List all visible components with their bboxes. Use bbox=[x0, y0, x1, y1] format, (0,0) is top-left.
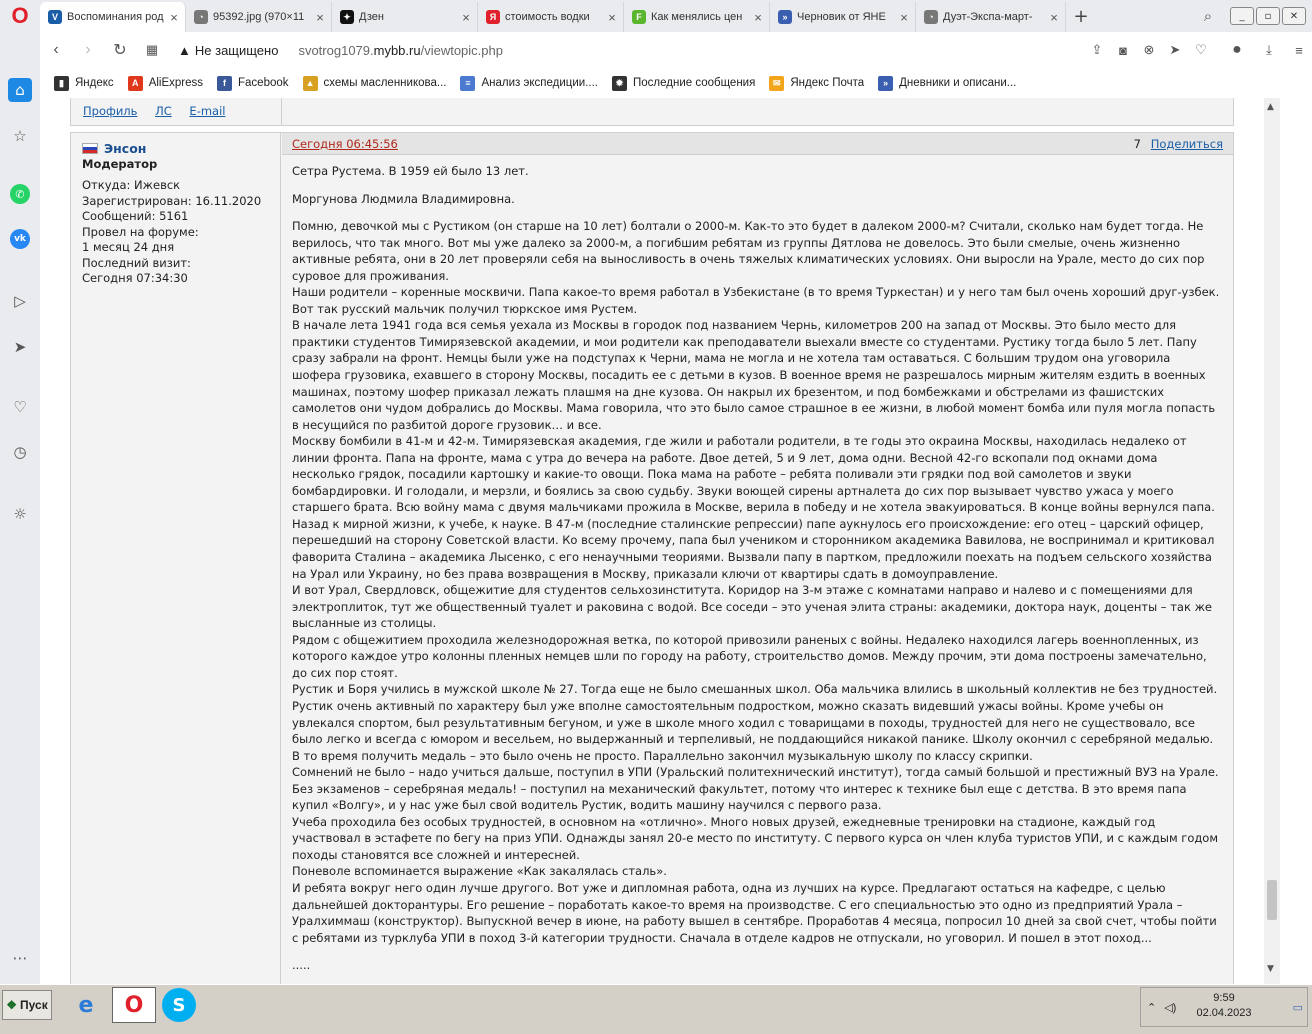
ie-icon[interactable]: e bbox=[78, 992, 94, 1018]
clock[interactable] bbox=[1189, 991, 1259, 1021]
close-tab-icon[interactable]: × bbox=[608, 9, 616, 25]
tab-favicon-icon: F bbox=[632, 10, 646, 24]
bookmark-item[interactable] bbox=[54, 76, 114, 91]
tray-expand-icon[interactable]: ⌃ bbox=[1147, 1001, 1157, 1014]
post-date-link[interactable]: Сегодня 06:45:56 bbox=[292, 137, 398, 151]
clock-time: 9:59 bbox=[1213, 992, 1235, 1004]
start-button[interactable] bbox=[2, 990, 52, 1020]
bookmark-item[interactable] bbox=[769, 76, 864, 91]
close-tab-icon[interactable]: × bbox=[900, 9, 908, 25]
tab-title: стоимость водки bbox=[505, 11, 590, 23]
bookmark-icon: f bbox=[217, 76, 232, 91]
author-info-line: Откуда: Ижевск bbox=[82, 178, 181, 192]
tab[interactable] bbox=[332, 2, 478, 32]
opera-logo-icon[interactable]: O bbox=[11, 3, 29, 28]
show-desktop-icon[interactable]: ▭ bbox=[1292, 1001, 1303, 1014]
bookmark-label: AliExpress bbox=[148, 77, 204, 89]
author-panel bbox=[71, 133, 281, 993]
post-paragraph: Поневоле вспоминается выражение «Как закалялась сталь». bbox=[292, 864, 667, 879]
page-content bbox=[40, 98, 1264, 984]
scroll-up-icon[interactable]: ▲ bbox=[1267, 102, 1274, 112]
author-info-line: 1 месяц 24 дня bbox=[82, 240, 175, 254]
tab[interactable] bbox=[624, 2, 770, 32]
new-tab-button[interactable]: + bbox=[1073, 5, 1089, 27]
url-domain: mybb.ru bbox=[373, 42, 421, 58]
bookmark-label: Яндекс bbox=[75, 77, 114, 89]
tabs-grid-icon[interactable]: ▦ bbox=[145, 42, 159, 57]
post-paragraph: Сомнений не было – надо учиться дальше, поступил в УПИ (Уральский политехнический институт), тогда самый большой и престижный ВУЗ на Урале. Без экзаменов – серебряная медаль! – поступил на механический факультет, потому что интерес к технике был еще с детства. В это время папа купил «Волгу», и у нас уже был свой водитель Рустик, водить машину научился с первого раза. bbox=[292, 765, 1219, 813]
bookmark-icon: ≡ bbox=[460, 76, 475, 91]
bookmark-item[interactable] bbox=[878, 76, 1016, 91]
tab[interactable] bbox=[186, 2, 332, 32]
volume-icon[interactable]: ◁) bbox=[1164, 1001, 1177, 1014]
sidebar bbox=[0, 32, 40, 984]
bookmark-icon: ▮ bbox=[54, 76, 69, 91]
scroll-down-icon[interactable]: ▼ bbox=[1267, 964, 1274, 974]
send-sidebar-icon[interactable]: ➤ bbox=[13, 338, 27, 356]
tab[interactable] bbox=[478, 2, 624, 32]
heart-icon[interactable]: ♡ bbox=[1195, 42, 1207, 57]
address-bar bbox=[40, 32, 1312, 68]
bookmark-icon: ✉ bbox=[769, 76, 784, 91]
home-icon[interactable]: ⌂ bbox=[8, 78, 32, 102]
post-body bbox=[292, 163, 1222, 1001]
forum-post bbox=[70, 132, 1234, 992]
speed-dial-icon[interactable]: ☆ bbox=[13, 127, 27, 145]
tab-title: 95392.jpg (970×11 bbox=[213, 11, 305, 23]
tab-favicon-icon: » bbox=[778, 10, 792, 24]
tab[interactable] bbox=[40, 2, 186, 32]
tab-title: Черновик от ЯНЕ bbox=[797, 11, 886, 23]
tab[interactable] bbox=[770, 2, 916, 32]
menu-icon[interactable]: ≡ bbox=[1295, 42, 1303, 58]
post-paragraph: Наши родители – коренные москвичи. Папа какое-то время работал в Узбекистане (в то время Туркестан) и у него там был очень хороший друг-узбек. Вот так русский мальчик получил тюркское имя Рустем. bbox=[292, 285, 1220, 316]
author-role: Модератор bbox=[82, 156, 158, 171]
author-info-line: Провел на форуме: bbox=[82, 224, 199, 239]
bookmark-label: Дневники и описани... bbox=[899, 77, 1017, 89]
email-link[interactable]: E-mail bbox=[189, 104, 226, 118]
post-paragraph: Сетра Рустема. В 1959 ей было 13 лет. bbox=[292, 164, 529, 178]
system-tray bbox=[1140, 987, 1308, 1027]
tab-title: Дуэт-Экспа-март- bbox=[943, 11, 1033, 23]
bookmark-item[interactable] bbox=[128, 76, 203, 91]
profile-link[interactable]: Профиль bbox=[83, 104, 138, 118]
url-field[interactable] bbox=[298, 43, 503, 58]
url-path: /viewtopic.php bbox=[420, 42, 503, 58]
tab-title: Как менялись цен bbox=[651, 11, 743, 23]
post-paragraph: Помню, девочкой мы с Рустиком (он старше на 10 лет) болтали о 2000-м. Как-то это будет в далеком 2000-м? Считали, сколько нам будет тогда. Не верилось, что так много. Вот мы уже далеко за 2000-м, а погибшим ребятам из группы Дятлова не довелось. Это были смелые, очень жизненно активные ребята, они в 20 лет проверяли себя на выносливость в очень тяжелых климатических условиях. Они выросли на Урале, место до сих пор суровое для проживания. bbox=[292, 219, 1205, 283]
warning-icon: ▲ bbox=[178, 42, 191, 58]
post-paragraph: ..... bbox=[292, 958, 311, 973]
minimize-button[interactable]: _ bbox=[1230, 7, 1254, 25]
opera-taskbar-icon[interactable]: O bbox=[112, 987, 156, 1023]
author-info-line: Сегодня 07:34:30 bbox=[82, 271, 188, 285]
camera-icon[interactable]: ◙ bbox=[1119, 42, 1127, 58]
bookmark-item[interactable] bbox=[612, 76, 755, 91]
tab-favicon-icon: V bbox=[48, 10, 62, 24]
bookmark-label: Facebook bbox=[238, 77, 289, 89]
history-icon[interactable]: ◷ bbox=[13, 443, 27, 461]
windows-icon: ❖ bbox=[6, 998, 18, 1012]
bookmark-item[interactable] bbox=[460, 76, 598, 91]
tips-icon[interactable]: ☼ bbox=[13, 505, 27, 523]
share-icon[interactable]: ⇪ bbox=[1091, 42, 1103, 57]
whatsapp-icon[interactable]: ✆ bbox=[10, 184, 30, 204]
post-paragraph: Рустик очень активный по характеру был уже вполне самостоятельным подростком, можно сказать видевший ужасы войны. Кроме учебы он увлекался спортом, был результативным бегуном, и уже в школе много ходил с товарищами в походы, трудностей для него не существовало, все было легко и всегда с юмором и весельем, но выдержанный и терпеливый, не поддающийся никакой панике. Школу окончил с серебряной медалью. В то время получить медаль – это было очень не просто. Параллельно закончил музыкальную школу по классу скрипки. bbox=[292, 698, 1214, 763]
tab-favicon-icon: ◔ bbox=[924, 10, 938, 24]
bookmarks-bar bbox=[40, 68, 1312, 98]
bookmark-label: Последние сообщения bbox=[633, 77, 756, 89]
maximize-button[interactable]: ▫ bbox=[1256, 7, 1280, 25]
post-paragraph: В начале лета 1941 года вся семья уехала из Москвы в городок под названием Чернь, километров 200 на запад от Москвы. Это было место для практики студентов Тимирязевской академии, и мои родители как преподаватели выехали вместе со студентами. Рустику тогда было 5 лет. Папу сразу забрали на фронт. Немцы были уже на подступах к Черни, мама не могла и не хотела там оставаться. С большим трудом она уговорила шофера грузовика, ехавшего в сторону Москвы, посадить ее с детьми в кузов. В военное время не разрешалось мирным жителям ездить в военных машинах, поэтому шофер приказал лежать плашмя на дне кузова. Он накрыл их брезентом, и под бомбежками и обстрелами из фашистских самолетов они чудом добрались до Москвы. Мама говорила, что это было самое страшное в ее жизни, в любой момент бомба или пуля могла попасть в несущийся по разбитой дороге грузовик… и все. bbox=[292, 318, 1216, 432]
tab-title: Дзен bbox=[359, 11, 384, 23]
vertical-scrollbar[interactable] bbox=[1264, 98, 1280, 984]
tab-favicon-icon: ✦ bbox=[340, 10, 354, 24]
author-info-line: Сообщений: 5161 bbox=[82, 209, 189, 223]
profile-links bbox=[83, 104, 239, 118]
author-info-line: Последний визит: bbox=[82, 255, 191, 270]
post-paragraph: И вот Урал, Свердловск, общежитие для студентов сельхозинститута. Коридор на 3-м этаже с комнатами направо и налево и с помещениями для электроплиток, тут же общественный туалет и раковина с водой. Все соседи – это ученая элита страны: академики, доктора наук, доценты – так же высланные из столицы. bbox=[292, 583, 1212, 631]
post-paragraph: Рядом с общежитием проходила железнодорожная ветка, по которой привозили раненых с войны. Недалеко находился лагерь военнопленных, из которого каждое утро колонны пленных немцев шли по городу на работу, строительство домов. Между прочим, эти дома построены замечательно, до сих пор стоят. bbox=[292, 632, 1207, 680]
previous-post-footer bbox=[70, 98, 1234, 126]
bookmark-icon: » bbox=[878, 76, 893, 91]
scrollbar-thumb[interactable] bbox=[1267, 880, 1277, 920]
favorites-icon[interactable]: ♡ bbox=[13, 398, 27, 416]
bookmark-icon: ▲ bbox=[303, 76, 318, 91]
security-label: Не защищено bbox=[194, 42, 279, 58]
post-header bbox=[282, 133, 1233, 155]
search-icon[interactable]: ⌕ bbox=[1203, 7, 1213, 25]
bookmark-label: схемы масленникова... bbox=[323, 77, 447, 89]
player-icon[interactable]: ▷ bbox=[14, 292, 26, 310]
forward-icon[interactable]: › bbox=[85, 41, 91, 58]
author-info-line: Зарегистрирован: 16.11.2020 bbox=[82, 193, 262, 208]
close-window-button[interactable]: ✕ bbox=[1282, 7, 1306, 25]
send-icon[interactable]: ➤ bbox=[1169, 42, 1181, 57]
bookmark-label: Анализ экспедиции.... bbox=[481, 77, 598, 89]
bookmark-item[interactable] bbox=[217, 76, 289, 91]
bookmark-item[interactable] bbox=[303, 76, 447, 91]
bookmark-icon: A bbox=[128, 76, 143, 91]
post-paragraph: Рустик и Боря учились в мужской школе № 27. Тогда еще не было смешанных школ. Оба мальчика влились в школьный коллектив не без трудностей. bbox=[292, 682, 1218, 697]
skype-icon[interactable]: S bbox=[162, 988, 196, 1022]
vk-icon[interactable]: vk bbox=[10, 229, 30, 249]
close-tab-icon[interactable]: × bbox=[462, 9, 470, 25]
share-link[interactable]: Поделиться bbox=[1150, 137, 1223, 151]
bookmark-label: Яндекс Почта bbox=[790, 77, 865, 89]
pm-link[interactable]: ЛС bbox=[155, 104, 172, 118]
tab-title: Воспоминания род bbox=[67, 11, 164, 23]
url-prefix: svotrog1079. bbox=[298, 42, 374, 58]
post-paragraph: И ребята вокруг него один лучше другого. Вот уже и дипломная работа, одна из лучших на курсе. Предлагают остаться на кафедре, с целью дальнейшей докторантуры. Его решение – поработать какое-то время на производстве. С его специальностью это одно из предприятий Урала – Уралхиммаш (конструктор). Выпускной вечер в июне, на работу вышел в сентябре. Проработав 4 месяца, попросил 10 дней за свой счет, чтобы пойти с ребятами из турклуба УПИ в поход 3-й категории трудности. Сначала в отделе кадров не отпускали, но уговорил. И пошел в этот поход... bbox=[292, 880, 1217, 945]
download-icon[interactable]: ⤓ bbox=[1266, 42, 1272, 57]
author-name-text: Энсон bbox=[104, 141, 147, 156]
taskbar bbox=[0, 984, 1312, 1034]
russia-flag-icon bbox=[82, 143, 98, 154]
tab[interactable] bbox=[916, 2, 1066, 32]
avatar-icon[interactable]: ● bbox=[1232, 41, 1242, 58]
reload-icon[interactable]: ↻ bbox=[113, 42, 127, 59]
clock-date: 02.04.2023 bbox=[1196, 1007, 1252, 1019]
more-icon[interactable]: ⋯ bbox=[12, 949, 28, 967]
close-tab-icon[interactable]: × bbox=[170, 9, 178, 25]
security-indicator[interactable] bbox=[178, 43, 278, 58]
start-label: Пуск bbox=[20, 998, 48, 1012]
adblock-icon[interactable]: ⊗ bbox=[1143, 42, 1155, 57]
author-name[interactable] bbox=[82, 141, 269, 157]
close-tab-icon[interactable]: × bbox=[754, 9, 762, 25]
back-icon[interactable]: ‹ bbox=[53, 41, 59, 58]
bookmark-icon: ✹ bbox=[612, 76, 627, 91]
close-tab-icon[interactable]: × bbox=[1050, 9, 1058, 25]
tab-favicon-icon: ◔ bbox=[194, 10, 208, 24]
close-tab-icon[interactable]: × bbox=[316, 9, 324, 25]
tab-favicon-icon: Я bbox=[486, 10, 500, 24]
post-paragraph: Моргунова Людмила Владимировна. bbox=[292, 191, 515, 206]
tab-bar bbox=[0, 0, 1312, 32]
post-number: 7 bbox=[1133, 137, 1141, 151]
post-paragraph: Учеба проходила без особых трудностей, в основном на «отлично». Много новых друзей, ежедневные тренировки на стадионе, каждый год участвовал в эстафете по бегу на приз УПИ. Однажды занял 20-е место по институту. С первого курса он член клуба туристов УПИ, и с каждым годом походы становятся все сложней и интересней. bbox=[292, 814, 1219, 862]
post-paragraph: Москву бомбили в 41-м и 42-м. Тимирязевская академия, где жили и работали родители, в те годы это окраина Москвы, находилась недалеко от линии фронта. Папа на фронте, мама с утра до вечера на работе. Двое детей, 5 и 9 лет, дома одни. Весной 42-го вскопали под окнами дома несколько грядок, посадили картошку и какие-то овощи. Пока мама на работе – ребята поливали эти грядки под вой самолетов и звуки бомбардировки. И голодали, и мерзли, и боялись за свою судьбу. Звуки воющей сирены артналета до сих пор вызывает чувство ужаса у моего старшего брата. Всю войну мама с двумя мальчиками прожила в Москве, верила в победу и не хотела эвакуироваться. В конце войны вернулся папа. Назад к мирной жизни, к учебе, к науке. В 47-м (последние сталинские репрессии) папе аукнулось его происхождение: его отец – царский офицер, перешедший на сторону Советской власти. Ко всему прочему, папа был учеником и сторонником академика Вавилова, не воспринимал и критиковал фаворита Сталина – академика Лысенко, с его ненаучными теориями. Вызвали папу в партком, предложили поехать на подъем сельского хозяйства на Урал или Украину, но без права возвращения в Москву, приказали ключи от квартиры сдать в домоуправление. bbox=[292, 434, 1215, 581]
